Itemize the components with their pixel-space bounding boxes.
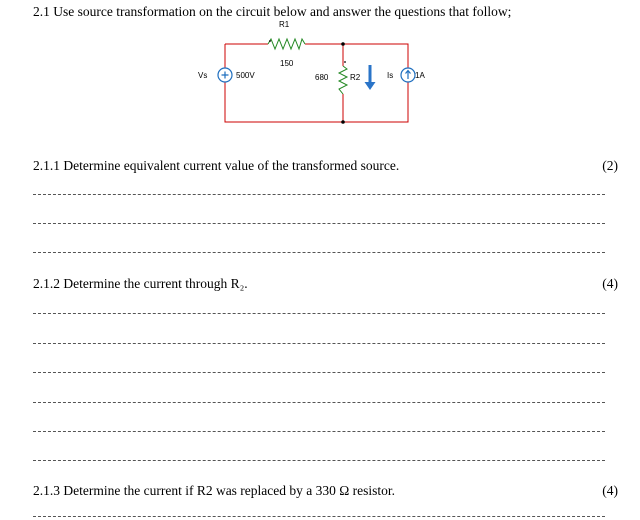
question-title: 2.1 Use source transformation on the circuit below and answer the questions that follow;: [33, 4, 512, 19]
r2-value: 680: [315, 73, 329, 82]
is-value: 1A: [415, 71, 425, 80]
vs-value: 500V: [236, 71, 255, 80]
top-node-dot: [341, 42, 345, 46]
r1-value: 150: [280, 59, 294, 68]
marks-2-1-2: (4): [602, 276, 618, 291]
marks-2-1-1: (2): [602, 158, 618, 173]
r1-label: R1: [279, 20, 290, 29]
answer-line: [33, 194, 605, 195]
question-2-1-2: 2.1.2 Determine the current through R₂.: [33, 276, 248, 291]
answer-line: [33, 460, 605, 461]
answer-line: [33, 252, 605, 253]
answer-line: [33, 431, 605, 432]
current-source: [401, 68, 415, 82]
answer-line: [33, 343, 605, 344]
is-label: Is: [387, 71, 394, 80]
answer-line: [33, 516, 605, 517]
circuit-wires: [225, 44, 408, 122]
vs-label: Vs: [198, 71, 208, 80]
answer-line: [33, 313, 605, 314]
r1-node-dot: [269, 40, 271, 42]
circuit-diagram: [190, 18, 425, 130]
answer-line: [33, 402, 605, 403]
marks-2-1-3: (4): [602, 483, 618, 498]
answer-line: [33, 372, 605, 373]
r2-label: R2: [350, 73, 361, 82]
r2-resistor: [339, 66, 347, 94]
bottom-node-dot: [341, 120, 345, 124]
question-2-1-3: 2.1.3 Determine the current if R2 was replaced by a 330 Ω resistor.: [33, 483, 396, 498]
question-2-1-1: 2.1.1 Determine equivalent current value of the transformed source.: [33, 158, 400, 173]
r1-resistor: [268, 39, 305, 49]
current-arrow-icon: [365, 65, 376, 90]
answer-line: [33, 223, 605, 224]
r2-node-dot: [344, 61, 346, 63]
voltage-source: [218, 68, 232, 82]
